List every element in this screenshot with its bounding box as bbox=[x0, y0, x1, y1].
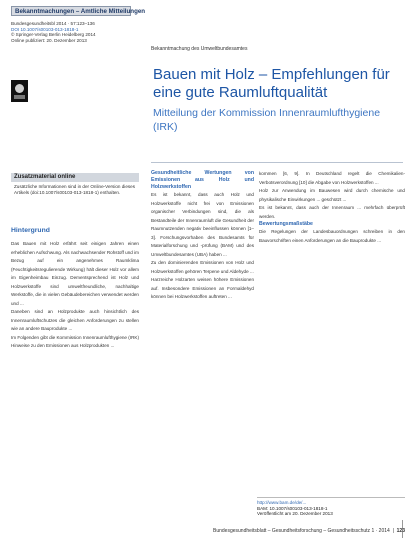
section-heading: Gesundheitliche Wertungen von Emissionen aus Holz und Holzwerkstoffen bbox=[151, 170, 254, 190]
article-subtitle: Mitteilung der Kommission Innenraumlufthygiene (IRK) bbox=[153, 107, 381, 133]
section-tag bbox=[11, 6, 146, 16]
article-title: Bauen mit Holz – Empfehlungen für eine gute Raumluftqualität bbox=[153, 66, 390, 101]
footnote-line: Veröffentlicht am 20. Dezember 2013 bbox=[257, 511, 333, 517]
body-column-2 bbox=[151, 170, 254, 302]
section-heading: Hintergrund bbox=[11, 227, 50, 234]
footnote-line: BAM: 10.1007/s00103-013-1818-1 bbox=[257, 505, 328, 511]
section-heading: Bewertungsmaßstäbe bbox=[259, 221, 313, 227]
paragraph: Harzreiche Holzarten weisen höhere Emissionen auf. Insbesondere Emissionen an Formaldehyd können bei Holzwerkstoffen auftreten ... bbox=[151, 277, 254, 299]
footnote bbox=[257, 497, 405, 517]
paragraph: Es ist bekannt, dass auch Holz und Holzwerkstoffe nicht frei von Emissionen organischer Verbindungen sind, die als Bestandteile der Innenraumluft die Gesundheit der Raumnutzenden negativ beeinflussen können [1–3]. Forschungsvorhaben des Bundesamts für Materialforschung und -prüfung (BAM) und des Umweltbundesamtes (UBA) haben ... bbox=[151, 192, 254, 257]
section-tag-label: Bekanntmachungen – Amtliche Mitteilungen bbox=[15, 8, 146, 15]
crossmark-icon[interactable] bbox=[11, 80, 28, 102]
paragraph: Holz zur Anwendung im Bauwesen wird durch chemische und physikalische Einwirkungen ... geschützt ... bbox=[259, 188, 405, 202]
paragraph: Die Regelungen der Landesbauordnungen schreiben in den Bauvorschriften einen Anforderungen an die Bauprodukte ... bbox=[259, 229, 405, 243]
footnote-link[interactable]: http://www.bam.de/de/... bbox=[257, 500, 307, 505]
paragraph: Zu den dominierenden Emissionen von Holz und Holzwerkstoffen gehören Terpene und Aldehyde ... bbox=[151, 260, 254, 274]
supplementary-box bbox=[11, 173, 139, 195]
article-meta bbox=[11, 21, 139, 43]
supplementary-text: Zusätzliche Informationen sind in der Online-Version dieses Artikels (doi:10.1007/s00103-013-1818-1) enthalten. bbox=[14, 184, 136, 195]
page-number: 123 bbox=[396, 528, 405, 534]
divider bbox=[151, 162, 403, 163]
paragraph: kommen [6, 9]. In Deutschland regelt die Chemikalien-Verbotsverordnung [10] die Abgabe von Holzwerkstoffen ... bbox=[259, 171, 405, 185]
paragraph: Das Bauen mit Holz erfährt seit einigen Jahren einen erheblichen Aufschwung. Als nachwachsender Rohstoff und im Bezug auf ein angenehmes Raumklima (Feuchtigkeitsregulierende Wirkung) hält dieser Holz vor allem im Eigenheimbau Einzug. Dementsprechend ist Holz und Holzwerkstoffe sind umweltfreundliche, nachhaltige Werkstoffe, die in vielen Gebäudebereichen verwendet werden und ... bbox=[11, 241, 139, 306]
journal-citation: Bundesgesundheitsblatt – Gesundheitsforschung – Gesundheitsschutz 1 · 2014 bbox=[213, 528, 390, 534]
meta-line: Bundesgesundheitsbl 2014 · 57:123–136 bbox=[11, 21, 95, 26]
paragraph: Es ist bekannt, dass auch der Innenraum ... mehrfach überprüft werden. bbox=[259, 205, 405, 219]
page-footer: Bundesgesundheitsblatt – Gesundheitsforschung – Gesundheitsschutz 1 · 2014 | 123 bbox=[213, 528, 405, 534]
intro-column bbox=[11, 240, 139, 351]
paragraph: Daneben sind an Holzprodukte auch hinsichtlich des Innenraumluftschutzes die gleichen Anforderungen zu stellen wie an andere Bauprodukte ... bbox=[11, 309, 139, 331]
meta-line: © Springer-Verlag Berlin Heidelberg 2014 bbox=[11, 32, 96, 38]
paragraph: Im Folgenden gibt die Kommission Innenraumlufthygiene (IRK) Hinweise zu den Emissionen aus Holzprodukten ... bbox=[11, 334, 139, 348]
notice-label: Bekanntmachung des Umweltbundesamtes bbox=[151, 46, 248, 52]
doi-link[interactable]: DOI 10.1007/s00103-013-1818-1 bbox=[11, 26, 79, 32]
meta-line: Online publiziert: 20. Dezember 2013 bbox=[11, 37, 87, 43]
supplementary-heading: Zusatzmaterial online bbox=[11, 173, 139, 182]
body-column-3 bbox=[259, 170, 405, 245]
